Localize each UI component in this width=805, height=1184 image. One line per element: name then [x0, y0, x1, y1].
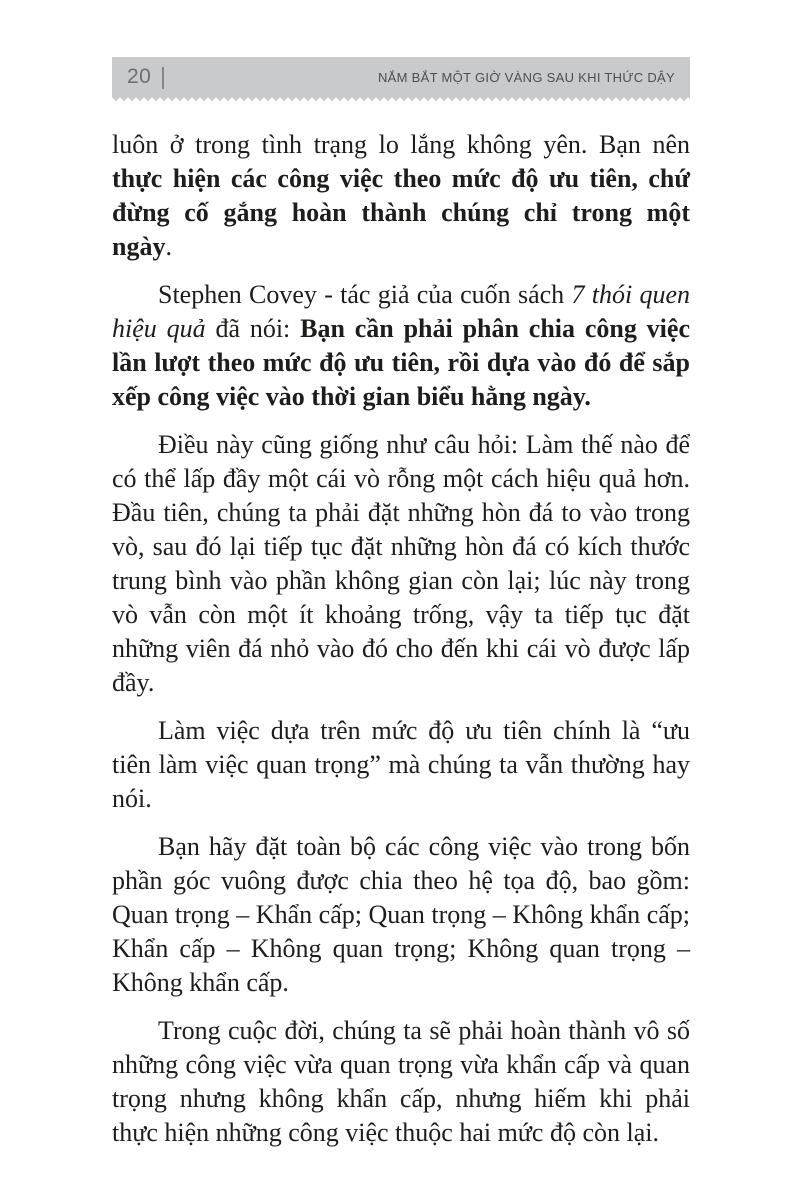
paragraph [112, 278, 690, 414]
paragraph [112, 830, 690, 1000]
running-title: NẮM BẮT MỘT GIỜ VÀNG SAU KHI THỨC DẬY [377, 69, 675, 85]
paragraph [112, 428, 690, 700]
text-segment-regular: . [165, 232, 172, 261]
text-segment-regular: Điều này cũng giống như câu hỏi: Làm thế nào để có thể lấp đầy một cái vò rỗng một cách hiệu quả hơn. Đầu tiên, chúng ta phải đặt những hòn đá to vào trong vò, sau đó lại tiếp tục đặt những hòn đá có kích thước trung bình vào phần không gian còn lại; lúc này trong vò vẫn còn một ít khoảng trống, vậy ta tiếp tục đặt những viên đá nhỏ vào đó cho đến khi cái vò được lấp đầy. [112, 430, 690, 697]
paragraph [112, 128, 690, 264]
page-number-group [127, 65, 166, 89]
body-text [112, 128, 690, 1164]
text-segment-regular: Trong cuộc đời, chúng ta sẽ phải hoàn thành vô số những công việc vừa quan trọng vừa khẩn cấp và quan trọng nhưng không khẩn cấp, nhưng hiếm khi phải thực hiện những công việc thuộc hai mức độ còn lại. [112, 1016, 690, 1147]
text-segment-bold: Bạn cần phải phân chia công việc lần lượt theo mức độ ưu tiên, rồi dựa vào đó để sắp xếp công việc vào thời gian biểu hằng ngày. [112, 314, 690, 411]
header-separator: | [160, 63, 166, 90]
text-segment-regular: Stephen Covey - tác giả của cuốn sách [158, 280, 572, 309]
text-segment-bold: thực hiện các công việc theo mức độ ưu tiên, chứ đừng cố gắng hoàn thành chúng chỉ trong một ngày [112, 164, 690, 261]
page-header [112, 57, 690, 97]
paragraph [112, 1014, 690, 1150]
text-segment-regular: luôn ở trong tình trạng lo lắng không yên. Bạn nên [112, 130, 690, 159]
page-number: 20 [127, 65, 152, 88]
text-segment-regular: Làm việc dựa trên mức độ ưu tiên chính là “ưu tiên làm việc quan trọng” mà chúng ta vẫn thường hay nói. [112, 716, 690, 813]
text-segment-italic: 7 thói quen hiệu quả [112, 280, 690, 343]
paragraph [112, 714, 690, 816]
text-segment-regular: Bạn hãy đặt toàn bộ các công việc vào trong bốn phần góc vuông được chia theo hệ tọa độ, bao gồm: Quan trọng – Khẩn cấp; Quan trọng – Không khẩn cấp; Khẩn cấp – Không quan trọng; Không quan trọng – Không khẩn cấp. [112, 832, 690, 997]
text-segment-regular: đã nói: [205, 314, 301, 343]
header-perforated-edge [112, 97, 690, 101]
